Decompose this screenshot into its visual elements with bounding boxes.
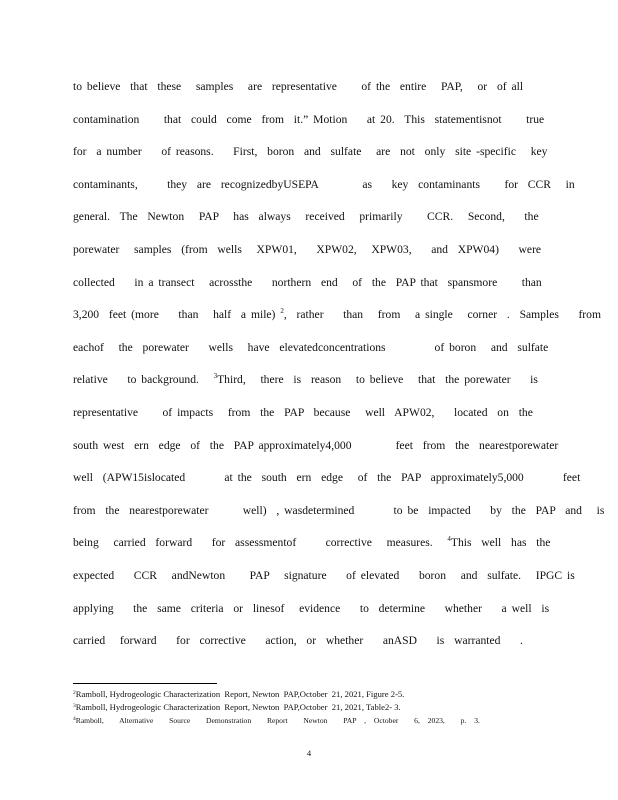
text-line-continuation: This well has the <box>450 536 551 550</box>
text-line-content: collected in a transect acrossthe northern end of the PAP that spansmore than <box>73 275 542 289</box>
text-line <box>73 625 553 658</box>
footnote-number: 3 <box>73 703 76 709</box>
text-line <box>73 364 553 397</box>
footnotes <box>73 688 553 727</box>
text-line-content: to believe that these samples are representative of the entire PAP, or of all <box>73 80 524 93</box>
text-line <box>73 495 605 528</box>
text-line-content: contamination that could come from it.” Motion at 20. This statementisnot true <box>73 112 545 126</box>
text-line <box>73 169 575 202</box>
footnote-reference: 4 <box>447 535 451 544</box>
footnote-text: Ramboll, Alternative Source Demonstration Report Newton PAP , October 6, 2023, p. 3. <box>75 716 480 725</box>
text-line <box>73 593 553 626</box>
footnote-reference: 3 <box>213 372 218 381</box>
text-line-content: porewater samples (from wells XPW01, XPW02, XPW03, and XPW04) were <box>73 242 542 256</box>
text-line <box>73 397 553 430</box>
footnote-text: Ramboll, Hydrogeologic Characterization Report, Newton PAP,October 21, 2021, Figure 2-5. <box>75 689 405 699</box>
text-line-content: from the nearestporewater well) , wasdetermined to be impacted by the PAP and is <box>73 503 605 517</box>
text-line <box>73 527 553 560</box>
text-line <box>73 462 581 495</box>
text-line-continuation: Third, there is reason to believe that the porewater is <box>217 373 538 387</box>
footnote-text: Ramboll, Hydrogeologic Characterization Report, Newton PAP,October 21, 2021, Table2- 3. <box>75 702 401 712</box>
footnote <box>73 701 553 714</box>
footnote-separator <box>73 683 217 684</box>
body-text <box>73 71 605 658</box>
text-line <box>73 136 553 169</box>
text-line-content: contaminants, they are recognizedbyUSEPA as key contaminants for CCR in <box>73 177 575 191</box>
text-line-content: general. The Newton PAP has always received primarily CCR. Second, the <box>73 210 539 224</box>
text-line <box>73 560 575 593</box>
text-line <box>73 234 553 267</box>
footnote <box>73 714 553 727</box>
text-line <box>73 71 553 104</box>
text-line <box>73 332 553 365</box>
footnote-number: 2 <box>73 690 76 696</box>
text-line-content: relative to background. <box>73 373 214 387</box>
footnote-number: 4 <box>73 716 76 722</box>
text-line-content: well (APW15islocated at the south ern edge of the PAP approximately5,000 feet <box>73 471 581 485</box>
text-line-content: representative of impacts from the PAP because well APW02, located on the <box>73 405 533 419</box>
text-line-content: being carried forward for assessmentof corrective measures. <box>73 536 448 550</box>
footnote <box>73 688 553 701</box>
text-line-content: for a number of reasons. First, boron and sulfate are not only site -specific key <box>73 145 548 159</box>
text-line <box>73 104 553 137</box>
text-line-content: south west ern edge of the PAP approximately4,000 feet from the nearestporewater <box>73 438 559 452</box>
text-line-continuation: , rather than from a single corner . Samples from <box>283 308 601 322</box>
text-line-content: eachof the porewater wells have elevatedconcentrations of boron and sulfate <box>73 340 549 354</box>
footnote-reference: 2 <box>280 307 284 316</box>
text-line-content: applying the same criteria or linesof evidence to determine whether a well is <box>73 601 550 615</box>
text-line-content: carried forward for corrective action, or whether anASD is warranted . <box>73 634 523 648</box>
text-line <box>73 267 553 300</box>
page-number: 4 <box>306 748 312 758</box>
text-line-content: 3,200 feet (more than half a mile) <box>73 308 281 322</box>
text-line <box>73 201 553 234</box>
text-line <box>73 430 559 463</box>
text-line <box>73 299 601 332</box>
text-line-content: expected CCR andNewton PAP signature of elevated boron and sulfate. IPGC is <box>73 568 575 582</box>
